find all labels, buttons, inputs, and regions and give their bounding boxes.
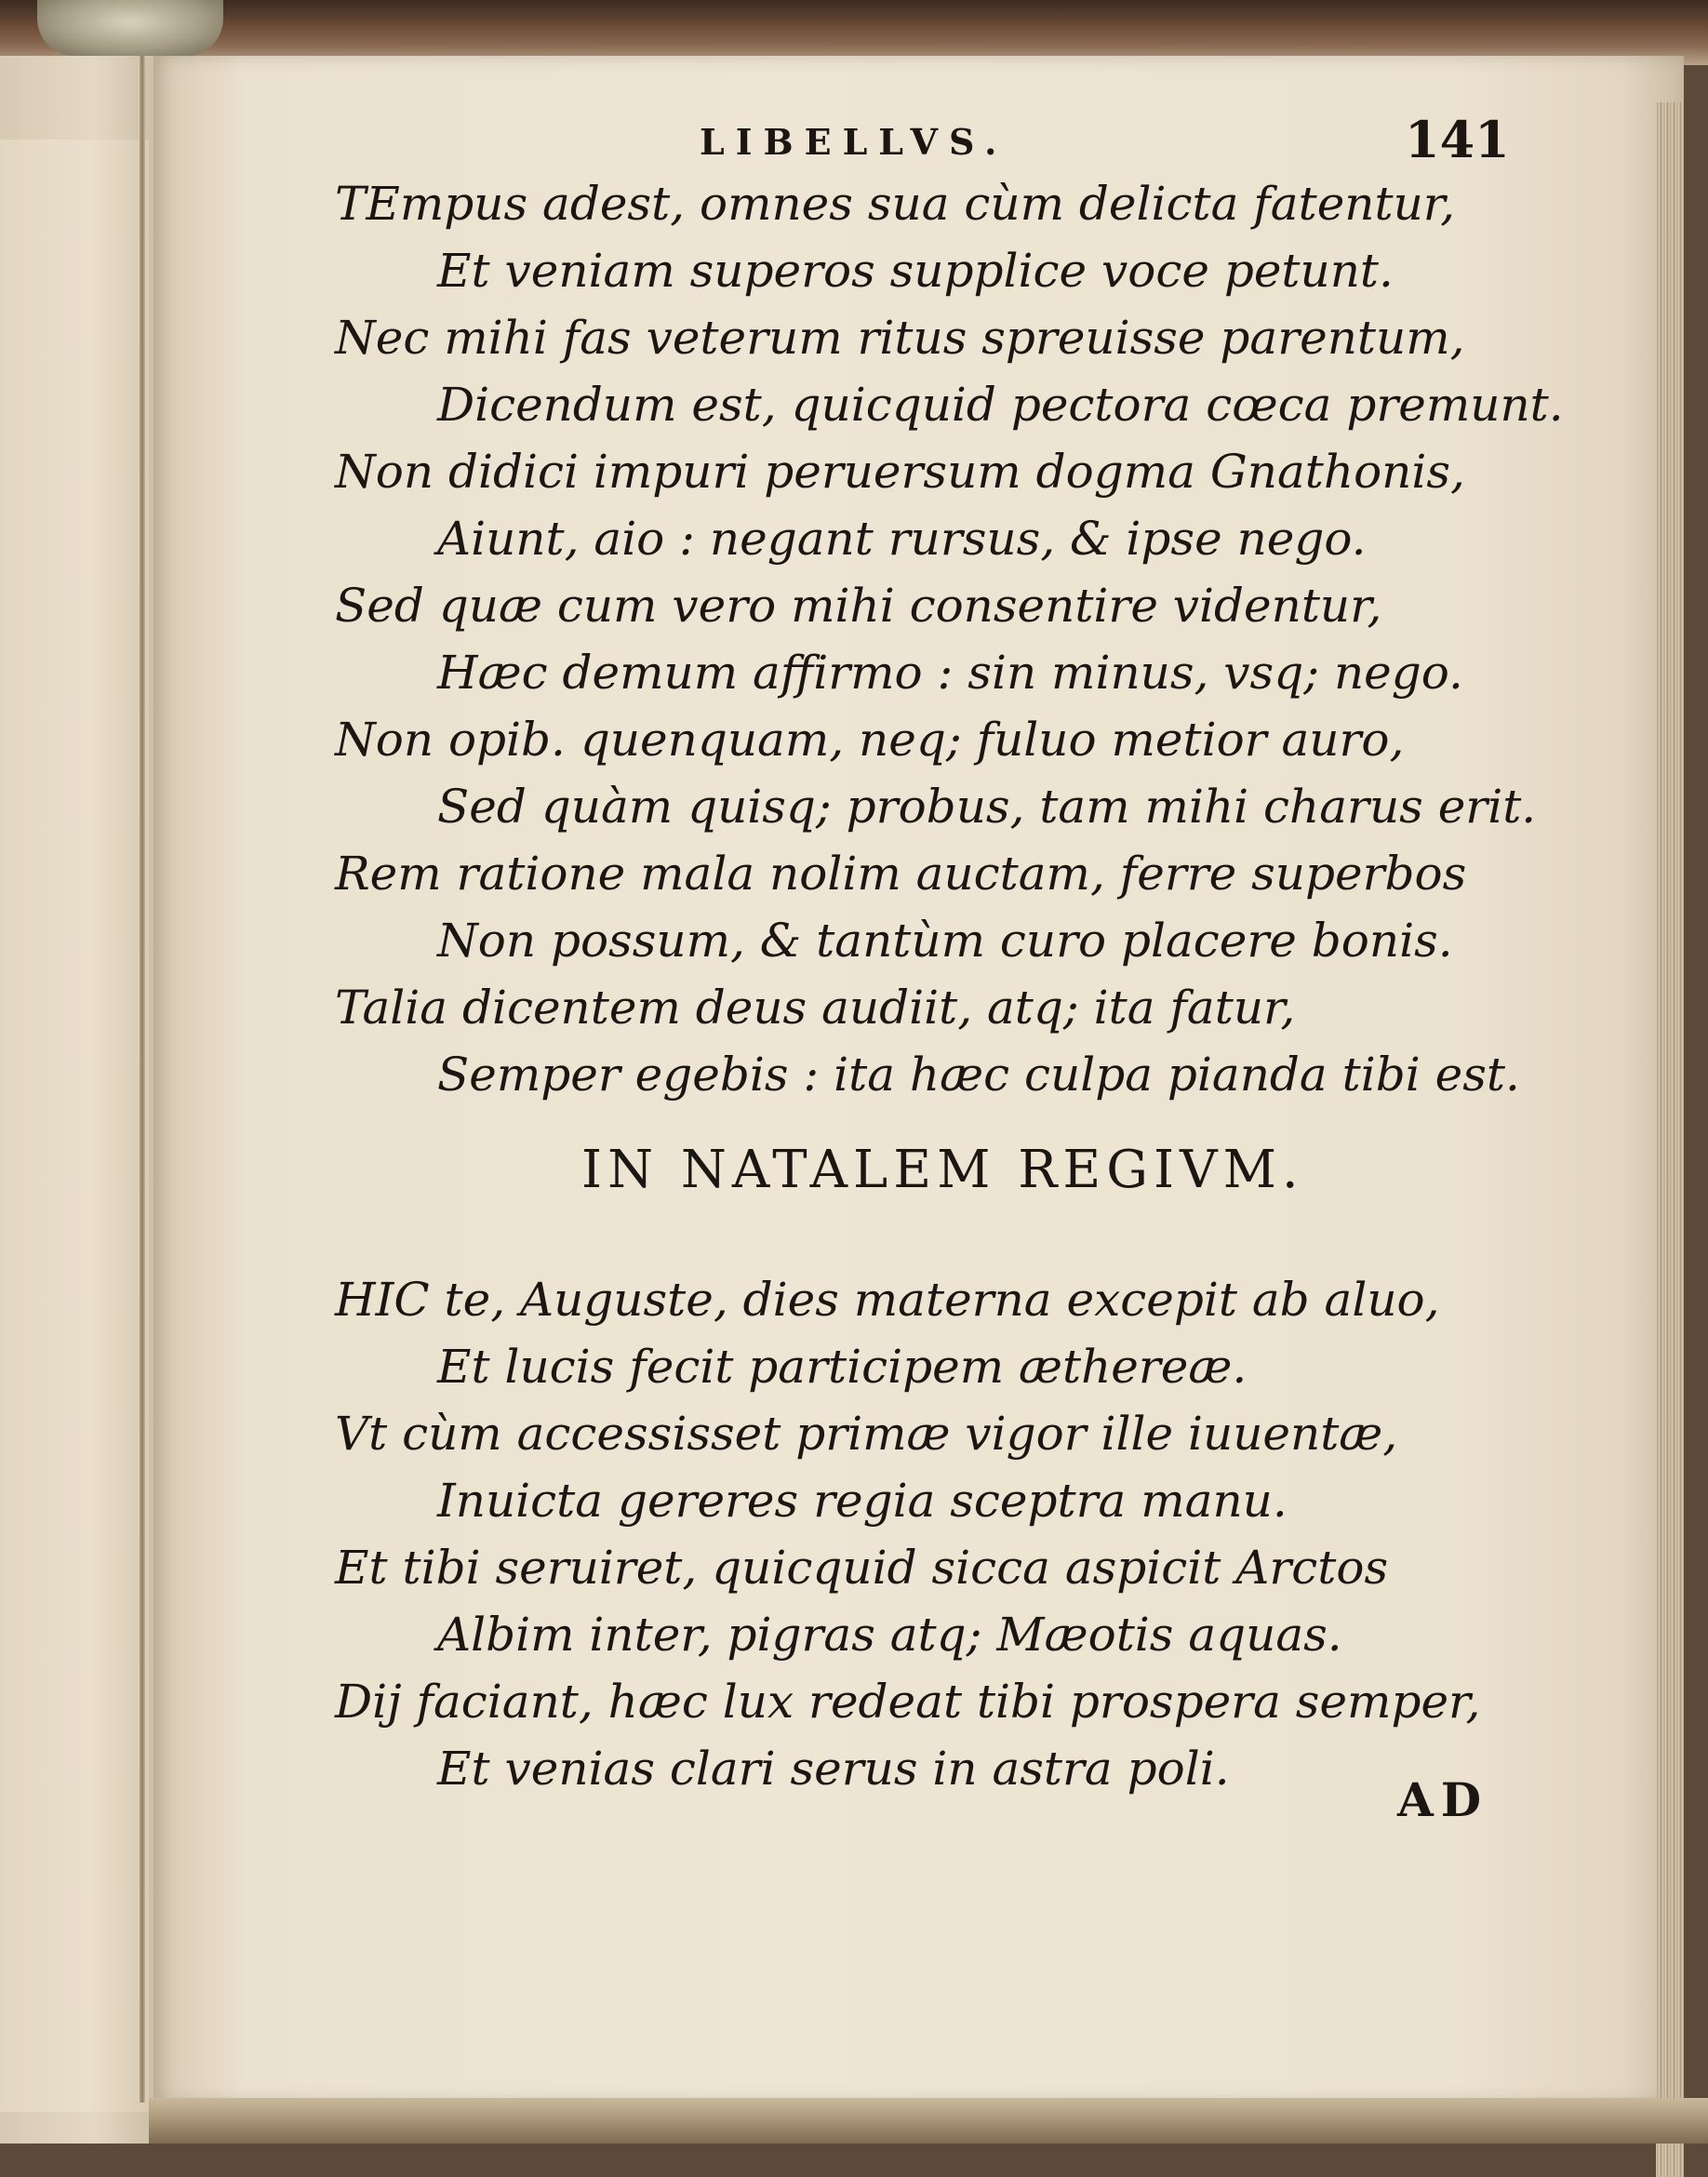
poem-line: Non opib. quenquam, neq; fuluo metior auro, xyxy=(335,713,1405,767)
poem-line: Dij faciant, hæc lux redeat tibi prospera semper, xyxy=(335,1675,1481,1729)
poem-line: Et lucis fecit participem æthereæ. xyxy=(437,1340,1248,1394)
catchword: AD xyxy=(1397,1772,1489,1827)
poem-line: Sed quàm quisq; probus, tam mihi charus erit. xyxy=(437,780,1537,834)
poem-line: Rem ratione mala nolim auctam, ferre superbos xyxy=(335,847,1467,901)
poem-line: Albim inter, pigras atq; Mæotis aquas. xyxy=(437,1608,1342,1662)
poem-line: Vt cùm accessisset primæ vigor ille iuuentæ, xyxy=(335,1407,1398,1461)
poem-line: Talia dicentem deus audiit, atq; ita fatur, xyxy=(335,981,1296,1035)
page-number: 141 xyxy=(1405,110,1510,169)
poem-line: Non possum, & tantùm curo placere bonis. xyxy=(437,914,1453,968)
poem-line: Sed quæ cum vero mihi consentire videntur, xyxy=(335,579,1382,633)
poem-line: Et tibi seruiret, quicquid sicca aspicit Arctos xyxy=(335,1541,1389,1595)
poem-line: Et veniam superos supplice voce petunt. xyxy=(437,244,1394,298)
poem-title: IN NATALEM REGIVM. xyxy=(581,1140,1304,1200)
poem-line: Dicendum est, quicquid pectora cœca premunt. xyxy=(437,378,1564,432)
running-head: LIBELLVS. xyxy=(700,121,1008,163)
poem-line: Semper egebis : ita hæc culpa pianda tibi est. xyxy=(437,1048,1520,1102)
poem-line: Non didici impuri peruersum dogma Gnathonis, xyxy=(335,445,1465,499)
poem-line: TEmpus adest, omnes sua cùm delicta fatentur, xyxy=(335,177,1456,231)
poem-line: HIC te, Auguste, dies materna excepit ab aluo, xyxy=(335,1273,1440,1327)
poem-line: Hæc demum affirmo : sin minus, vsq; nego. xyxy=(437,646,1463,700)
poem-line: Aiunt, aio : negant rursus, & ipse nego. xyxy=(437,512,1367,566)
poem-line: Et venias clari serus in astra poli. xyxy=(437,1742,1230,1796)
poem-line: Inuicta gereres regia sceptra manu. xyxy=(437,1474,1288,1528)
poem-line: Nec mihi fas veterum ritus spreuisse parentum, xyxy=(335,311,1465,365)
